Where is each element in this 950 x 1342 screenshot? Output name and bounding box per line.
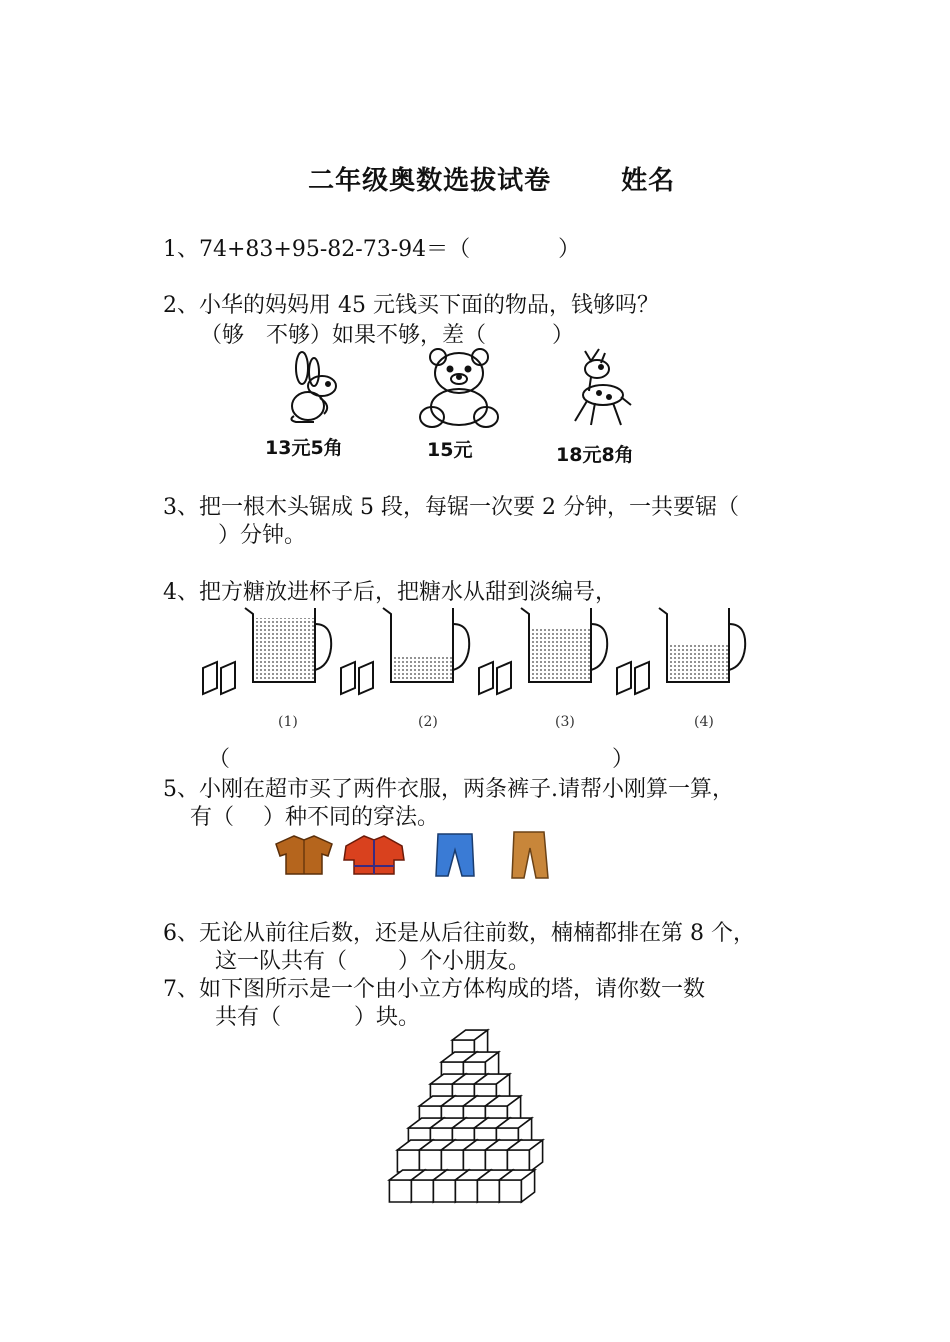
cups-figure: [195, 600, 755, 710]
question-3-line2: ）分钟。: [218, 523, 307, 548]
question-4-line1: 4、把方糖放进杯子后，把糖水从甜到淡编号，: [163, 580, 617, 605]
cup-label-1: (1): [278, 714, 298, 730]
clothes-figure: [272, 830, 562, 880]
cube-tower-icon: [385, 1020, 555, 1220]
deer-icon: [555, 345, 637, 430]
price-rabbit: 13元5角: [265, 437, 343, 459]
q4-answer-open: （: [208, 747, 231, 772]
question-6-line1: 6、无论从前往后数，还是从后往前数，楠楠都排在第 8 个，: [163, 921, 755, 946]
cup-label-3: (3): [555, 714, 575, 730]
question-2-line2: （够 不够）如果不够，差（ ）: [200, 323, 575, 348]
cup-1: [203, 608, 331, 694]
price-bear: 15元: [427, 439, 473, 461]
price-deer: 18元8角: [556, 444, 634, 466]
question-1: 1、74+83+95-82-73-94＝（ ）: [163, 237, 581, 262]
rabbit-icon: [280, 350, 350, 425]
cup-4: [617, 608, 745, 694]
bear-icon: [418, 345, 500, 430]
question-5-line1: 5、小刚在超市买了两件衣服，两条裤子.请帮小刚算一算，: [163, 777, 734, 802]
jeans-icon: [436, 834, 474, 876]
shirt-icon: [276, 836, 332, 874]
trousers-icon: [512, 832, 548, 878]
cup-label-2: (2): [418, 714, 438, 730]
cup-3: [479, 608, 607, 694]
question-2-line1: 2、小华的妈妈用 45 元钱买下面的物品，钱够吗？: [163, 293, 659, 318]
cup-2: [341, 608, 469, 694]
cup-label-4: (4): [694, 714, 714, 730]
page-title: [288, 130, 675, 197]
title-text: 二年级奥数选拔试卷: [308, 166, 552, 196]
jacket-icon: [344, 836, 404, 874]
q4-answer-close: ）: [612, 747, 635, 772]
question-6-line2: 这一队共有（ ）个小朋友。: [215, 949, 530, 974]
name-label: 姓名: [621, 166, 676, 196]
question-7-line2: 共有（ ）块。: [215, 1005, 420, 1030]
question-5-line2: 有（ ）种不同的穿法。: [190, 805, 439, 830]
question-7-line1: 7、如下图所示是一个由小立方体构成的塔，请你数一数: [163, 977, 705, 1002]
question-3-line1: 3、把一根木头锯成 5 段，每锯一次要 2 分钟，一共要锯（: [163, 495, 739, 520]
